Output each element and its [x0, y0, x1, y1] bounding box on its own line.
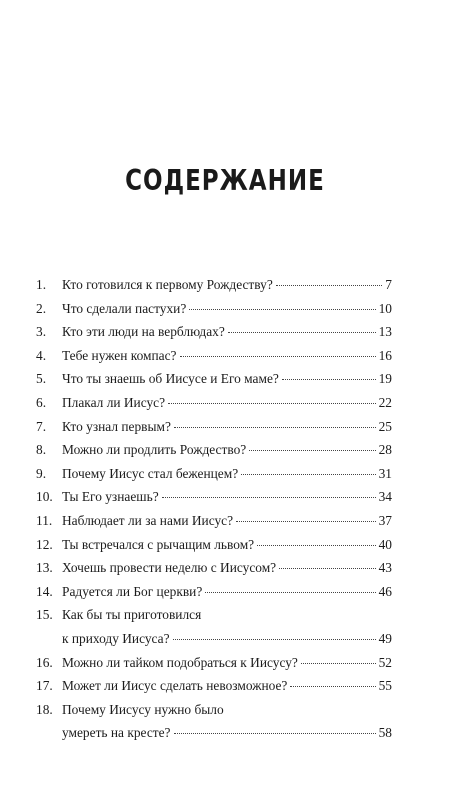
toc-entry	[36, 297, 392, 321]
toc-entry-number: 3.	[36, 324, 47, 340]
dot-leader	[162, 496, 376, 498]
toc-entry-title: Ты Его узнаешь?	[62, 489, 159, 505]
toc-entry	[36, 721, 392, 745]
toc-entry-title: Что ты знаешь об Иисусе и Его маме?	[62, 371, 279, 387]
toc-entry	[36, 509, 392, 533]
toc-entry-title: Кто готовился к первому Рождеству?	[62, 277, 273, 292]
toc-entry-title: Хочешь провести неделю с Иисусом?	[62, 560, 277, 576]
toc-entry	[36, 273, 392, 297]
toc-entry-title: Можно ли продлить Рождество?	[62, 442, 247, 458]
toc-entry-number: 14.	[36, 583, 53, 599]
toc-entry-title: Ты встречался с рычащим львом?	[62, 536, 255, 552]
toc-entry-page-number: 46	[378, 583, 392, 599]
toc-entry	[36, 603, 392, 627]
toc-entry-title: Кто эти люди на верблюдах?	[62, 324, 225, 340]
toc-entry	[36, 556, 392, 580]
toc-entry-title: Тебе нужен компас?	[62, 347, 177, 363]
toc-entry-number: 8.	[36, 442, 47, 458]
toc-entry-page-number: 13	[378, 324, 392, 340]
toc-entry	[36, 320, 392, 344]
dot-leader	[180, 355, 376, 357]
toc-entry	[36, 627, 392, 651]
toc-entry	[36, 580, 392, 604]
toc-entry-page-number: 58	[378, 725, 392, 741]
toc-entry-page-number: 43	[378, 560, 392, 576]
toc-entry-title: Радуется ли Бог церкви?	[62, 583, 203, 599]
toc-entry	[36, 438, 392, 462]
toc-entry-number: 17.	[36, 678, 53, 694]
toc-entry	[36, 674, 392, 698]
toc-entry-number: 7.	[36, 418, 47, 434]
dot-leader	[174, 426, 376, 428]
toc-entry-page-number: 34	[378, 489, 392, 505]
toc-entry	[36, 344, 392, 368]
toc-entry-number: 12.	[36, 536, 53, 552]
page-title: СОДЕРЖАНИЕ	[125, 165, 325, 198]
toc-entry-title: Наблюдает ли за нами Иисус?	[62, 512, 234, 528]
toc-entry-title: Может ли Иисус сделать невозможное?	[62, 678, 288, 694]
toc-entry-title: Кто узнал первым?	[62, 418, 171, 434]
dot-leader	[173, 638, 376, 640]
toc-entry-title: умереть на кресте?	[62, 725, 171, 741]
dot-leader	[189, 308, 375, 310]
dot-leader	[301, 662, 376, 664]
toc-entry-page-number: 25	[378, 418, 392, 434]
dot-leader	[276, 284, 383, 286]
toc-entry-title: Почему Иисусу нужно было	[62, 701, 224, 717]
toc-entry-title: к приходу Иисуса?	[62, 630, 170, 646]
dot-leader	[241, 473, 375, 475]
toc-entry-page-number: 55	[378, 678, 392, 694]
toc-entry-title: Почему Иисус стал беженцем?	[62, 465, 239, 481]
toc-entry-number: 5.	[36, 371, 47, 387]
toc-entry-page-number: 10	[378, 300, 392, 316]
toc-entry-number: 16.	[36, 654, 53, 670]
toc-entry-title: Что сделали пастухи?	[62, 300, 187, 316]
toc-entry	[36, 367, 392, 391]
toc-entry-number: 4.	[36, 347, 47, 363]
toc-entry	[36, 651, 392, 675]
dot-leader	[236, 520, 376, 522]
dot-leader	[174, 732, 376, 734]
dot-leader	[257, 544, 375, 546]
toc-entry-title: Как бы ты приготовился	[62, 607, 202, 623]
toc-entry-page-number: 7	[385, 277, 392, 292]
toc-entry-number: 15.	[36, 607, 53, 623]
toc-entry-title: Плакал ли Иисус?	[62, 394, 166, 410]
toc-entry-page-number: 49	[378, 630, 392, 646]
toc-entry	[36, 462, 392, 486]
toc-entry-number: 13.	[36, 560, 53, 576]
toc-entry-page-number: 28	[378, 442, 392, 458]
toc-entry-page-number: 22	[378, 394, 392, 410]
dot-leader	[282, 378, 376, 380]
toc-entry	[36, 415, 392, 439]
toc-entry-number: 1.	[36, 277, 47, 292]
toc-entry-page-number: 40	[378, 536, 392, 552]
toc-entry-number: 6.	[36, 394, 47, 410]
dot-leader	[290, 685, 375, 687]
toc-entry-page-number: 37	[378, 512, 392, 528]
toc-entry-title: Можно ли тайком подобраться к Иисусу?	[62, 654, 298, 670]
toc-entry-number: 11.	[36, 512, 53, 528]
dot-leader	[249, 449, 375, 451]
toc-entry-number: 18.	[36, 701, 53, 717]
toc-entry-number: 10.	[36, 489, 53, 505]
toc-entry-page-number: 16	[378, 347, 392, 363]
dot-leader	[228, 331, 376, 333]
dot-leader	[205, 591, 375, 593]
toc-entry	[36, 391, 392, 415]
toc-entry	[36, 485, 392, 509]
toc-entry-page-number: 52	[378, 654, 392, 670]
dot-leader	[168, 402, 376, 404]
toc-entry-number: 9.	[36, 465, 47, 481]
toc-entry	[36, 533, 392, 557]
dot-leader	[279, 567, 375, 569]
toc-entry-page-number: 19	[378, 371, 392, 387]
table-of-contents	[36, 273, 392, 745]
toc-entry-number: 2.	[36, 300, 47, 316]
toc-entry-page-number: 31	[378, 465, 392, 481]
toc-entry	[36, 698, 392, 722]
